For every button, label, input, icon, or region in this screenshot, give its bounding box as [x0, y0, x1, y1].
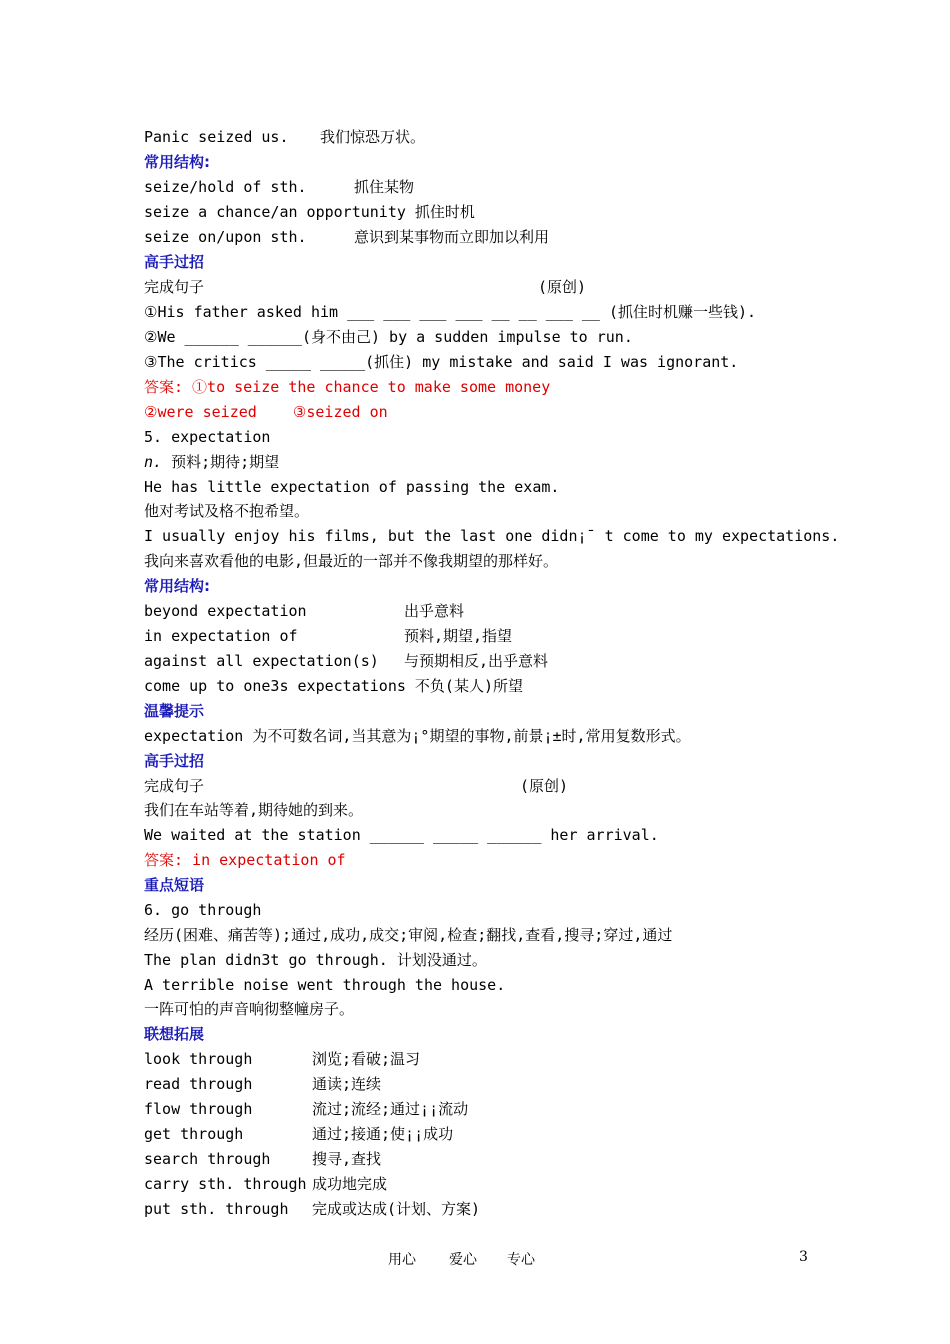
exercise-line: ②We ______ ______(身不由己) by a sudden impulse to run.: [144, 328, 633, 346]
phrase: put sth. through: [144, 1200, 289, 1218]
phrase: read through: [144, 1075, 253, 1093]
section-heading: 常用结构:: [144, 577, 210, 595]
section-heading: 高手过招: [144, 752, 205, 770]
text-line: The plan didn3t go through. 计划没通过。: [144, 951, 487, 969]
phrase-meaning: 搜寻,查找: [312, 1150, 382, 1168]
definition-text: 预料;期待;期望: [162, 453, 280, 471]
section-heading: 高手过招: [144, 253, 205, 271]
text-line: beyond expectation: [144, 602, 307, 620]
text-line-translation: 出乎意料: [404, 602, 465, 620]
exercise-line: We waited at the station ______ _____ ______ her arrival.: [144, 826, 659, 844]
page-number: 3: [799, 1249, 808, 1265]
phrase-meaning: 浏览;看破;温习: [312, 1050, 421, 1068]
entry-title: 6. go through: [144, 901, 262, 919]
phrase-meaning: 成功地完成: [312, 1175, 388, 1193]
text-line-translation: 抓住某物: [354, 178, 415, 196]
text-line: seize on/upon sth.: [144, 228, 307, 246]
text-line: 完成句子: [144, 278, 205, 296]
phrase: flow through: [144, 1100, 253, 1118]
text-line: seize a chance/an opportunity 抓住时机: [144, 203, 475, 221]
footer-middle-text: 爱心: [449, 1252, 477, 1268]
phrase: get through: [144, 1125, 244, 1143]
text-line: come up to one3s expectations 不负(某人)所望: [144, 677, 523, 695]
text-line-translation: 意识到某事物而立即加以利用: [354, 228, 550, 246]
exercise-line: ③The critics _____ _____(抓住) my mistake and said I was ignorant.: [144, 353, 739, 371]
text-line: 经历(困难、痛苦等);通过,成功,成交;审阅,检查;翻找,查看,搜寻;穿过,通过: [144, 926, 673, 944]
phrase: search through: [144, 1150, 271, 1168]
exercise-line: ①His father asked him ___ ___ ___ ___ __ __ ___ __ (抓住时机赚一些钱).: [144, 303, 757, 321]
text-line: A terrible noise went through the house.: [144, 976, 506, 994]
text-line-translation: 预料,期望,指望: [404, 627, 513, 645]
entry-title: 5. expectation: [144, 428, 271, 446]
answer-line: ②were seized ③seized on: [144, 403, 388, 421]
section-heading: 联想拓展: [144, 1025, 205, 1043]
source-note: (原创): [520, 777, 569, 795]
text-line: against all expectation(s): [144, 652, 379, 670]
phrase-meaning: 通过;接通;使¡¡成功: [312, 1125, 454, 1143]
text-line: 他对考试及格不抱希望。: [144, 502, 310, 520]
text-line: seize/hold of sth.: [144, 178, 307, 196]
text-line: 一阵可怕的声音响彻整幢房子。: [144, 1000, 355, 1018]
text-line-translation: 我们惊恐万状。: [320, 128, 426, 146]
section-heading: 温馨提示: [144, 702, 205, 720]
text-line: expectation 为不可数名词,当其意为¡°期望的事物,前景¡±时,常用复数形式。: [144, 727, 691, 745]
section-heading: 重点短语: [144, 876, 205, 894]
part-of-speech: n.: [144, 453, 163, 471]
text-line: Panic seized us.: [144, 128, 289, 146]
text-line: I usually enjoy his films, but the last one didn¡¯ t come to my expectations.: [144, 527, 840, 545]
text-line: in expectation of: [144, 627, 298, 645]
text-line: 我向来喜欢看他的电影,但最近的一部并不像我期望的那样好。: [144, 552, 559, 570]
phrase-meaning: 完成或达成(计划、方案): [312, 1200, 481, 1218]
section-heading: 常用结构:: [144, 153, 210, 171]
text-line-translation: 与预期相反,出乎意料: [404, 652, 549, 670]
answer-line: 答案: in expectation of: [144, 851, 346, 869]
phrase-meaning: 流过;流经;通过¡¡流动: [312, 1100, 469, 1118]
footer-right-text: 专心: [507, 1252, 535, 1268]
phrase-meaning: 通读;连续: [312, 1075, 382, 1093]
text-line: 我们在车站等着,期待她的到来。: [144, 801, 364, 819]
phrase: carry sth. through: [144, 1175, 307, 1193]
definition-line: [144, 452, 279, 472]
text-line: 完成句子: [144, 777, 205, 795]
answer-line: 答案: ①to seize the chance to make some money: [144, 378, 551, 396]
text-line: He has little expectation of passing the exam.: [144, 478, 560, 496]
phrase: look through: [144, 1050, 253, 1068]
source-note: (原创): [538, 278, 587, 296]
footer-left-text: 用心: [388, 1252, 416, 1268]
